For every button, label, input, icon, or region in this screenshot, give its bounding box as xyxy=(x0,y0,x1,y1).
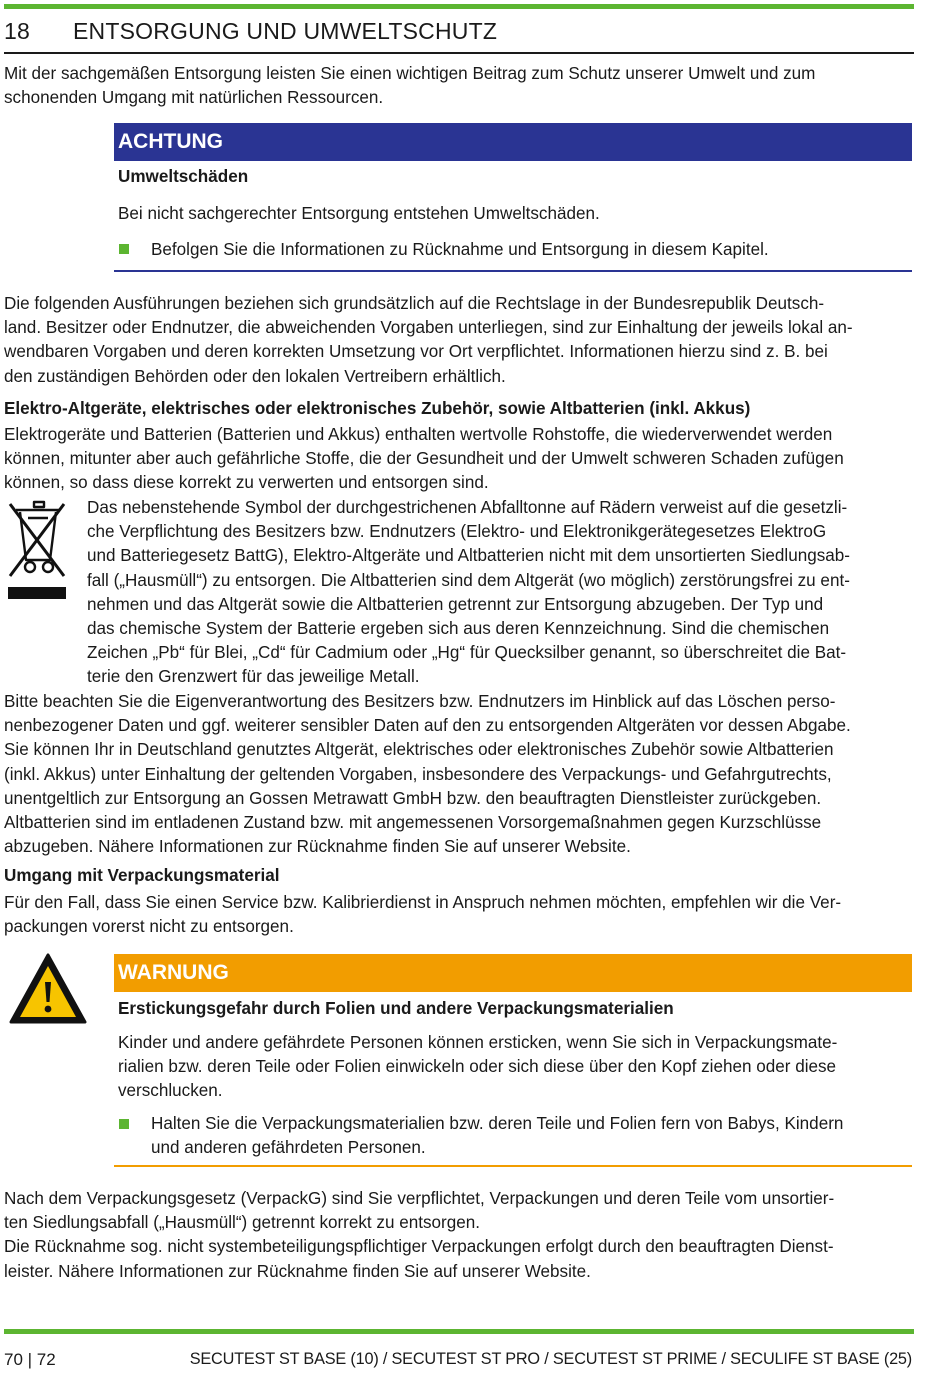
warnung-subtitle: Erstickungsgefahr durch Folien und andere Verpackungsmaterialien xyxy=(118,999,674,1018)
text-line: unentgeltlich zur Entsorgung an Gossen Metrawatt GmbH bzw. den beauftragten Dienstleister zurückgeben. xyxy=(4,788,822,808)
page-number: 70 | 72 xyxy=(4,1350,56,1369)
text-line: Die folgenden Ausführungen beziehen sich grundsätzlich auf die Rechtslage in der Bundesrepublik Deutsch- xyxy=(4,294,825,313)
text-line: nenbezogener Daten und ggf. weiterer sensibler Daten auf den zu entsorgenden Altgeräten vor dessen Abgabe. xyxy=(4,716,851,736)
closing-paragraph xyxy=(4,1187,914,1284)
text-line: rialien bzw. deren Teile oder Folien einwickeln oder sich diese über den Kopf ziehen oder diese xyxy=(118,1057,837,1077)
warnung-label: WARNUNG xyxy=(114,954,912,992)
text-line: Nach dem Verpackungsgesetz (VerpackG) sind Sie verpflichtet, Verpackungen und deren Teile vom unsortier- xyxy=(4,1189,835,1208)
chapter-heading xyxy=(4,18,914,54)
footer-product-line: SECUTEST ST BASE (10) / SECUTEST ST PRO / SECUTEST ST PRIME / SECULIFE ST BASE (25) xyxy=(189,1350,912,1368)
owner-responsibility-paragraph xyxy=(4,690,914,859)
electro-heading: Elektro-Altgeräte, elektrisches oder elektronisches Zubehör, sowie Altbatterien (inkl. Akkus) xyxy=(4,399,751,418)
text-line: land. Besitzer oder Endnutzer, die abweichenden Vorgaben unterliegen, sind zur Einhaltung der jeweils lokal an- xyxy=(4,318,853,338)
text-line: ten Siedlungsabfall („Hausmüll“) getrennt korrekt zu entsorgen. xyxy=(4,1213,481,1233)
text-line: Das nebenstehende Symbol der durchgestrichenen Abfalltonne auf Rädern verweist auf die gesetzli- xyxy=(87,498,848,517)
packaging-heading: Umgang mit Verpackungsmaterial xyxy=(4,866,280,885)
achtung-text: Bei nicht sachgerechter Entsorgung entstehen Umweltschäden. xyxy=(118,204,600,223)
warnung-text xyxy=(118,1031,910,1104)
warnung-bullet-text xyxy=(151,1112,911,1160)
text-line: fall („Hausmüll“) zu entsorgen. Die Altbatterien sind dem Altgerät (wo möglich) zerstörungsfrei zu ent- xyxy=(87,570,850,590)
crossed-out-wheelie-bin-icon xyxy=(6,498,68,582)
bullet-square-icon xyxy=(119,1119,129,1129)
text-line: Sie können Ihr in Deutschland genutztes Altgerät, elektrisches oder elektronisches Zubehör sowie Altbatterien xyxy=(4,740,834,760)
text-line: wendbaren Vorgaben und deren korrekten Umsetzung vor Ort verpflichtet. Informationen hierzu sind z. B. bei xyxy=(4,342,828,362)
text-line: abzugeben. Nähere Informationen zur Rücknahme finden Sie auf unserer Website. xyxy=(4,837,631,857)
text-line: Halten Sie die Verpackungsmaterialien bzw. deren Teile und Folien fern von Babys, Kindern xyxy=(151,1114,844,1133)
text-line: das chemische System der Batterie ergeben sich aus deren Kennzeichnung. Sind die chemischen xyxy=(87,619,830,639)
text-line: Altbatterien sind im entladenen Zustand bzw. mit angemessenen Vorsorgemaßnahmen gegen Kurzschlüsse xyxy=(4,813,822,833)
electro-paragraph xyxy=(4,423,914,496)
text-line: schonenden Umgang mit natürlichen Ressourcen. xyxy=(4,88,384,108)
text-line: den zuständigen Behörden oder den lokalen Vertreibern erhältlich. xyxy=(4,366,506,386)
text-line: Zeichen „Pb“ für Blei, „Cd“ für Cadmium oder „Hg“ für Quecksilber genannt, so überschreitet die Bat- xyxy=(87,643,847,663)
achtung-label: ACHTUNG xyxy=(114,123,912,161)
text-line: Elektrogeräte und Batterien (Batterien und Akkus) enthalten wertvolle Rohstoffe, die wiederverwendet werden xyxy=(4,425,833,444)
achtung-subtitle: Umweltschäden xyxy=(118,167,249,186)
warnung-bottom-rule xyxy=(114,1165,912,1167)
achtung-bottom-rule xyxy=(114,270,912,272)
text-line: Für den Fall, dass Sie einen Service bzw. Kalibrierdienst in Anspruch nehmen möchten, empfehlen wir die Ver- xyxy=(4,893,842,912)
text-line: verschlucken. xyxy=(118,1081,223,1101)
warning-triangle-icon xyxy=(8,952,88,1026)
text-line: (inkl. Akkus) unter Einhaltung der geltenden Vorgaben, insbesondere des Verpackungs- und Gefahrgutrechts, xyxy=(4,764,832,784)
text-line: und anderen gefährdeten Personen. xyxy=(151,1138,426,1158)
text-line: Bitte beachten Sie die Eigenverantwortung des Besitzers bzw. Endnutzers im Hinblick auf das Löschen perso- xyxy=(4,692,836,711)
legal-paragraph xyxy=(4,292,914,389)
text-line: nehmen und das Altgerät sowie die Altbatterien getrennt zur Entsorgung abzugeben. Der Typ und xyxy=(87,594,824,614)
achtung-bullet-text: Befolgen Sie die Informationen zu Rücknahme und Entsorgung in diesem Kapitel. xyxy=(151,240,769,259)
text-line: und Batteriegesetz BattG), Elektro-Altgeräte und Altbatterien nicht mit dem unsortierten Siedlungsab- xyxy=(87,546,850,566)
text-line: leister. Nähere Informationen zur Rücknahme finden Sie auf unserer Website. xyxy=(4,1261,591,1281)
footer-rule xyxy=(4,1329,914,1334)
packaging-paragraph xyxy=(4,891,914,939)
text-line: packungen vorerst nicht zu entsorgen. xyxy=(4,917,294,937)
text-line: Die Rücknahme sog. nicht systembeteiligungspflichtiger Verpackungen erfolgt durch den beauftragten Dienst- xyxy=(4,1237,834,1257)
text-line: können, mitunter aber auch gefährliche Stoffe, die der Gesundheit und der Umwelt schweren Schaden zufügen xyxy=(4,449,844,469)
text-line: können, so dass diese korrekt zu verwerten und entsorgen sind. xyxy=(4,473,489,493)
chapter-number: 18 xyxy=(4,18,30,44)
achtung-notice xyxy=(114,123,912,161)
intro-paragraph xyxy=(4,62,914,110)
text-line: Mit der sachgemäßen Entsorgung leisten Sie einen wichtigen Beitrag zum Schutz unserer Umwelt und zum xyxy=(4,64,816,83)
weee-paragraph xyxy=(87,496,914,690)
warnung-notice xyxy=(114,954,912,992)
chapter-title: ENTSORGUNG UND UMWELTSCHUTZ xyxy=(73,18,498,44)
text-line: Kinder und andere gefährdete Personen können ersticken, wenn Sie sich in Verpackungsmate- xyxy=(118,1033,838,1052)
text-line: che Verpflichtung des Besitzers bzw. Endnutzers (Elektro- und Elektronikgerätegesetzes ElektroG xyxy=(87,522,827,542)
weee-black-bar xyxy=(8,587,66,599)
text-line: terie den Grenzwert für das jeweilige Metall. xyxy=(87,667,420,687)
bullet-square-icon xyxy=(119,244,129,254)
top-rule xyxy=(4,4,914,9)
